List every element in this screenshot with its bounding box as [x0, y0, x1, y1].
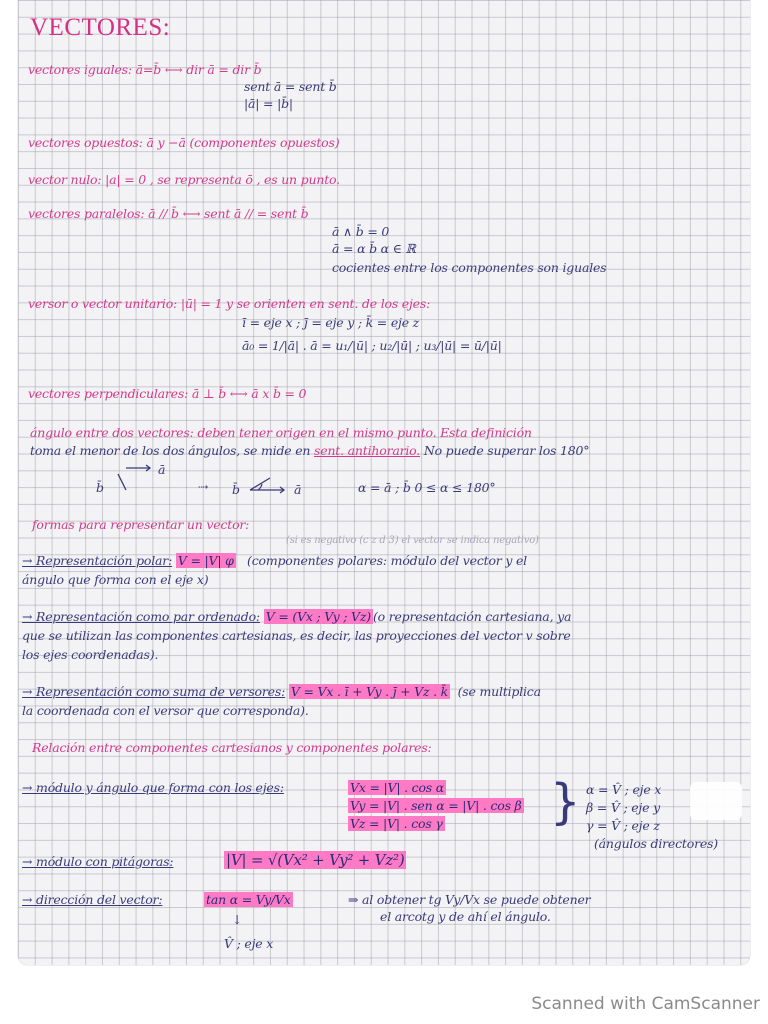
- polar-desc: (componentes polares: módulo del vector y el: [247, 553, 527, 568]
- suma-line-1: [22, 684, 541, 700]
- sketch-label-a1: ā: [158, 462, 166, 477]
- par-formula: V = (Vx ; Vy ; Vz): [265, 609, 371, 624]
- modulo-eq-1: [348, 780, 446, 796]
- angulo-line-1: ángulo entre dos vectores: deben tener origen en el mismo punto. Esta definición: [30, 425, 532, 440]
- direccion-text-3: V̂ ; eje x: [224, 936, 274, 951]
- versor-line-2: ī = eje x ; j̄ = eje y ; k̄ = eje z: [242, 315, 420, 330]
- page-title: VECTORES:: [30, 14, 171, 41]
- angles-brace: }: [550, 774, 581, 830]
- nulo-line: vector nulo: |a| = 0 , se representa ō , es un punto.: [28, 172, 340, 187]
- angle-line-1: α = V̂ ; eje x: [586, 782, 662, 797]
- angle-line-4: (ángulos directores): [594, 836, 718, 851]
- suma-desc: (se multiplica: [457, 684, 541, 699]
- direccion-down-arrow: ↓: [232, 912, 243, 927]
- opuestos-line: vectores opuestos: ā y −ā (componentes opuestos): [28, 135, 340, 150]
- angulo-line-3: α = ā ; b̄ 0 ≤ α ≤ 180°: [358, 480, 496, 495]
- modulo-label: → módulo y ángulo que forma con los ejes:: [22, 780, 284, 795]
- suma-label: → Representación como suma de versores:: [22, 684, 286, 699]
- sketch-label-b1: b̄: [96, 480, 104, 495]
- nota-line: (si es negativo (c z d 3) el vector se indica negativo): [286, 535, 539, 546]
- pitagoras-label: → módulo con pitágoras:: [22, 854, 174, 869]
- versor-line-1: versor o vector unitario: |ū| = 1 y se orienten en sent. de los ejes:: [28, 296, 431, 311]
- paralelos-line-1: vectores paralelos: ā // b̄ ⟷ sent ā // = sent b̄: [28, 206, 309, 221]
- sketch-label-b2: b̄: [232, 482, 240, 497]
- iguales-line-3: |ā| = |b̄|: [244, 96, 293, 111]
- angle-sketch-2: [244, 474, 314, 498]
- perpendiculares-line: vectores perpendiculares: ā ⊥ b̄ ⟷ ā x b̄ = 0: [28, 386, 307, 401]
- angulo-line-2-part-c: No puede superar los 180°: [420, 443, 590, 458]
- suma-line-2: la coordenada con el versor que corresponda).: [22, 703, 309, 718]
- suma-formula: V = Vx . ī + Vy . j̄ + Vz . k̄: [290, 684, 449, 699]
- angulo-line-2: [30, 443, 589, 459]
- direccion-eq-text: tan α = Vy/Vx: [206, 892, 291, 907]
- paralelos-line-3: ā = α b̄ α ∈ ℝ: [332, 241, 416, 256]
- pitagoras-eq-text: |V| = √(Vx² + Vy² + Vz²): [226, 851, 405, 869]
- modulo-eq-1-text: Vx = |V| . cos α: [350, 780, 445, 795]
- paralelos-line-2: ā ∧ b̄ = 0: [332, 224, 390, 239]
- formas-line: formas para representar un vector:: [32, 517, 250, 532]
- angulo-antihorario: sent. antihorario.: [314, 443, 421, 458]
- angulo-line-2-part-a: toma el menor de los dos ángulos, se mide en: [30, 443, 315, 458]
- modulo-eq-3: [348, 816, 445, 832]
- relacion-line: Relación entre componentes cartesianos y componentes polares:: [32, 740, 432, 755]
- polar-label: → Representación polar:: [22, 553, 173, 568]
- polar-line-2: ángulo que forma con el eje x): [22, 572, 209, 587]
- notebook-page: [18, 0, 750, 965]
- sticker-blotch: [690, 782, 742, 820]
- angle-line-2: β = V̂ ; eje y: [586, 800, 660, 815]
- direccion-text-2: el arcotg y de ahí el ángulo.: [380, 909, 551, 924]
- direccion-text-1: ⇒ al obtener tg Vy/Vx se puede obtener: [348, 892, 591, 907]
- versor-line-3: ā₀ = 1/|ā| . ā = u₁/|ū| ; u₂/|ū| ; u₃/|ū| = ū/|ū|: [242, 338, 502, 353]
- modulo-eq-3-text: Vz = |V| . cos γ: [350, 816, 443, 831]
- pitagoras-eq: [224, 852, 406, 869]
- polar-line-1: [22, 553, 527, 569]
- sketch-label-a2: ā: [294, 482, 302, 497]
- modulo-eq-2-text: Vy = |V| . sen α = |V| . cos β: [350, 798, 522, 813]
- iguales-line-2: sent ā = sent b̄: [244, 79, 337, 94]
- iguales-line-1: vectores iguales: ā=b̄ ⟷ dir ā = dir b̄: [28, 62, 262, 77]
- par-line-1: [22, 609, 571, 625]
- scanner-footer: Scanned with CamScanner: [531, 994, 760, 1014]
- polar-formula: V = |V| φ: [177, 553, 234, 568]
- sketch-arrow: ⇢: [198, 479, 209, 494]
- par-desc: (o representación cartesiana, ya: [372, 609, 572, 624]
- angle-line-3: γ = V̂ ; eje z: [586, 818, 660, 833]
- par-line-3: los ejes coordenadas).: [22, 647, 159, 662]
- paralelos-line-4: cocientes entre los componentes son iguales: [332, 260, 607, 275]
- direccion-label: → dirección del vector:: [22, 892, 163, 907]
- par-line-2: que se utilizan las componentes cartesianas, es decir, las proyecciones del vector v sobre: [22, 628, 571, 643]
- modulo-eq-2: [348, 798, 524, 814]
- par-label: → Representación como par ordenado:: [22, 609, 260, 624]
- direccion-eq: [204, 892, 293, 908]
